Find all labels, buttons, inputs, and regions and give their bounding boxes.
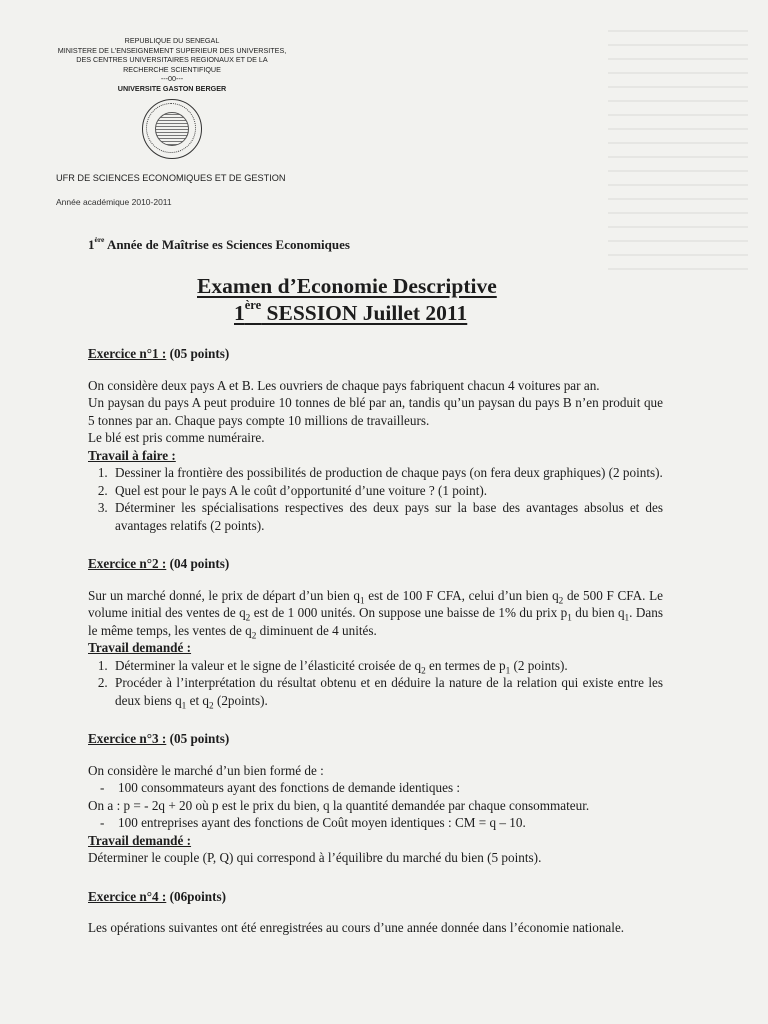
show-through-text [608, 30, 748, 270]
letterhead-line: UNIVERSITE GASTON BERGER [117, 83, 227, 93]
letterhead [48, 36, 296, 159]
exercise-1-heading: Exercice n°1 : (05 points) [88, 346, 230, 361]
letterhead-line: ---00--- [160, 74, 184, 83]
exercise-3-text: On a : p = - 2q + 20 où p est le prix du bien, q la quantité demandée par chaque consommateur. [88, 797, 590, 813]
exercise-1-text: Le blé est pris comme numéraire. [88, 430, 265, 445]
exercise-4-text: Les opérations suivantes ont été enregistrées au cours d’une année donnée dans l’économie nationale. [88, 920, 625, 935]
task-item: 2. Procéder à l’interprétation du résultat obtenu et en déduire la nature de la relation qui existe entre les deux biens $q_1$ et $q_2$ (2points). [111, 674, 663, 709]
list-item: - 100 entreprises ayant des fonctions de Coût moyen identiques : CM = q – 10. [88, 814, 663, 832]
academic-year: Année académique 2010-2011 [56, 197, 172, 207]
exercise-3-list [88, 779, 663, 797]
exam-body [88, 345, 663, 937]
exercise-3-text: Déterminer le couple (P, Q) qui correspond à l’équilibre du marché du bien (5 points). [88, 850, 542, 865]
exam-session: 1ère SESSION Juillet 2011 [234, 297, 468, 325]
task-item: 3. Déterminer les spécialisations respectives des deux pays sur la base des avantages absolus et des avantages relatifs (2 points). [111, 499, 663, 534]
exercise-3-list [88, 814, 663, 832]
task-item: 1. Dessiner la frontière des possibilités de production de chaque pays (on fera deux graphiques) (2 points). [111, 464, 663, 482]
exercise-2-heading: Exercice n°2 : (04 points) [88, 556, 230, 571]
letterhead-line: DES CENTRES UNIVERSITAIRES REGIONAUX ET DE LA [76, 55, 268, 64]
ufr-name: UFR DE SCIENCES ECONOMIQUES ET DE GESTION [56, 173, 286, 183]
exercise-1-text: Un paysan du pays A peut produire 10 tonnes de blé par an, tandis qu’un paysan du pays B n’en produit que 5 tonnes par an. Chaque pays compte 10 millions de travailleurs. [88, 395, 663, 428]
exercise-1-tasks [88, 464, 663, 534]
level-heading: 1ère Année de Maîtrise es Sciences Economiques [88, 235, 350, 252]
exercise-2-task-heading: Travail demandé : [88, 640, 192, 655]
exercise-4-heading: Exercice n°4 : (06points) [88, 888, 226, 904]
exercise-1-text: On considère deux pays A et B. Les ouvriers de chaque pays fabriquent chacun 4 voitures par an. [88, 377, 600, 393]
exercise-3-text: On considère le marché d’un bien formé de : [88, 762, 324, 778]
exercise-1-task-heading: Travail à faire : [88, 447, 176, 463]
university-seal-icon [142, 99, 202, 159]
exercise-2-tasks [88, 657, 663, 710]
letterhead-line: RECHERCHE SCIENTIFIQUE [123, 64, 221, 74]
letterhead-line: MINISTERE DE L'ENSEIGNEMENT SUPERIEUR DES UNIVERSITES, [57, 45, 287, 55]
task-item: 2. Quel est pour le pays A le coût d’opportunité d’une voiture ? (1 point). [111, 482, 663, 500]
exercise-3-task-heading: Travail demandé : [88, 832, 192, 848]
task-item: 1. Déterminer la valeur et le signe de l’élasticité croisée de $q_2$ en termes de $p_1$ (2 points). [111, 657, 663, 675]
exercise-2-text: Sur un marché donné, le prix de départ d’un bien $q_1$ est de 100 F CFA, celui d’un bien $q_2$ de 500 F CFA. Le volume initial des ventes de $q_2$ est de 1 000 unités. On suppose une baisse de 1% du prix $p_1$ du bien $q_1$. Dans le même temps, les ventes de $q_2$ diminuent de 4 unités. [88, 587, 663, 641]
exercise-3-heading: Exercice n°3 : (05 points) [88, 731, 230, 746]
exam-title: Examen d’Economie Descriptive [197, 274, 497, 298]
letterhead-line: REPUBLIQUE DU SENEGAL [124, 36, 220, 45]
list-item: - 100 consommateurs ayant des fonctions de demande identiques : [88, 779, 663, 797]
